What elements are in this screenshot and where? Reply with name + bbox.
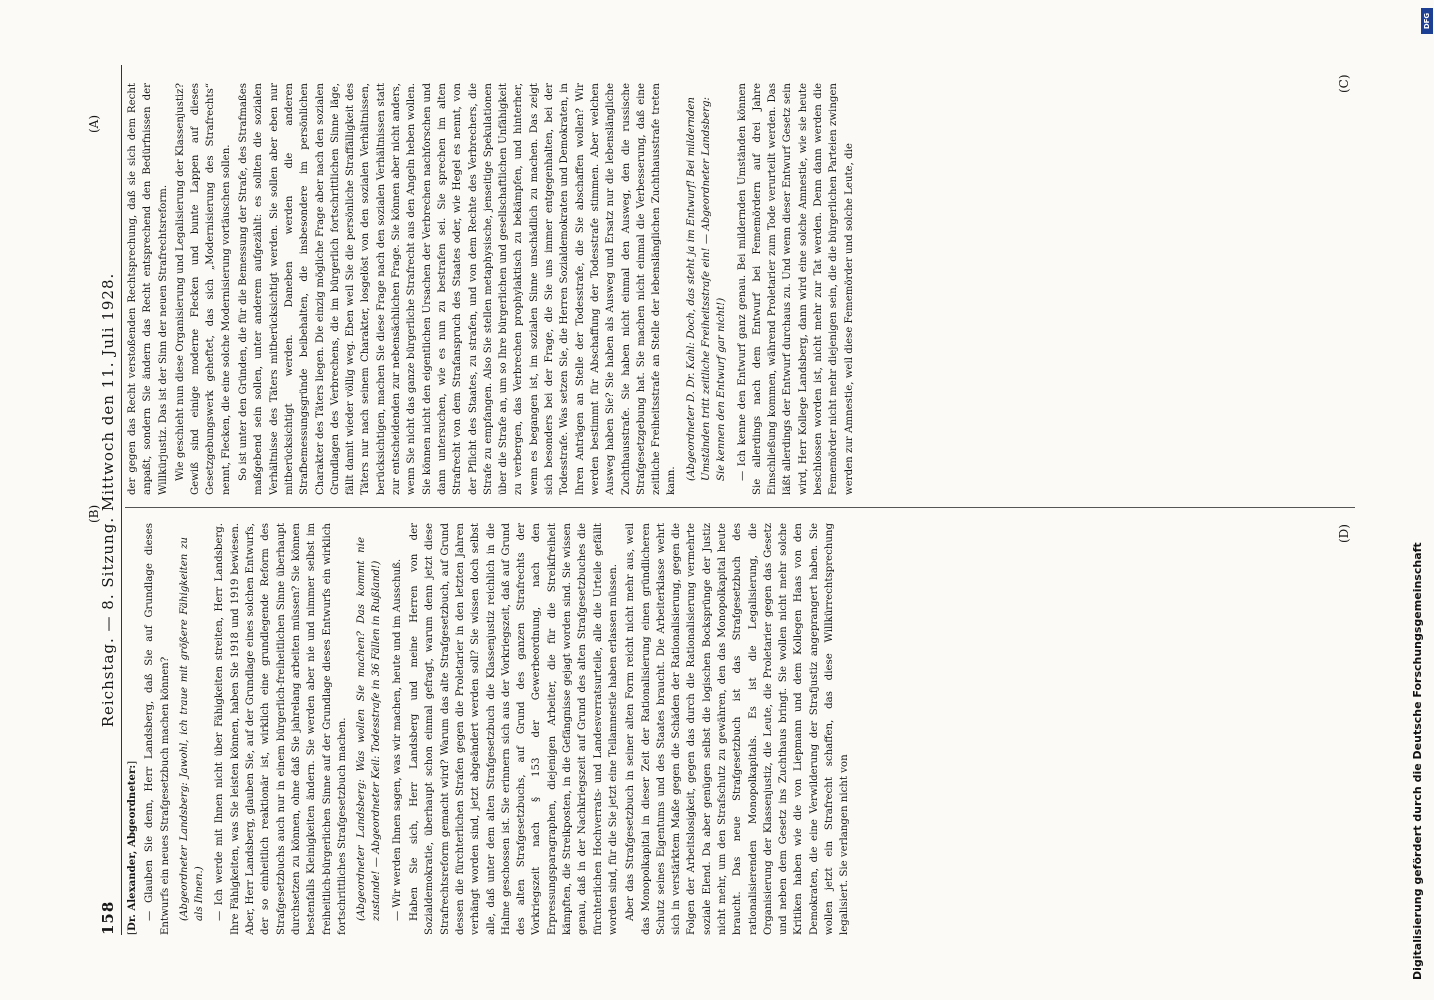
running-head: [95, 65, 122, 935]
rotated-page: [87, 65, 1355, 935]
interjection: (Abgeordneter Landsberg: Jawohl, ich traue mit größere Fähigkeiten zu als Ihnen.): [178, 537, 206, 921]
margin-marker-a: (A): [87, 114, 101, 133]
margin-marker-c: (C): [1337, 74, 1351, 93]
paragraph: Haben Sie sich, Herr Landsberg und meine Herren von der Sozialdemokratie, überhaupt schon einmal gefragt, warum denn jetzt diese Strafrechtsreform gemacht wird? Warum das alte Strafgesetzbuch, auf Grund dessen die fürchterlichen Strafen gegen die Proletarier in den letzten Jahren verhängt worden sind, jetzt abgeändert werden soll? Sie wissen doch selbst alle, daß unter dem alten Strafgesetzbuch die Klassenjustiz reichlich in die Halme geschossen ist. Sie erinnern sich aus der Vorkriegszeit, daß auf Grund des alten Strafgesetzbuchs, auf Grund des ganzen Strafrechts der Vorkriegszeit nach § 153 der Gewerbeordnung, nach den Erpressungsparagraphen, diejenigen Arbeiter, die für die Streikfreiheit kämpften, die Streikposten, in die Gefängnisse gejagt worden sind. Sie wissen genau, daß in der Nachkriegszeit auf Grund des alten Strafgesetzbuches die fürchterlichen Hochverrats- und Landesverratsurteile, alle die Urteile gefällt worden sind, für die Sie jetzt eine Teilamnestie haben erlassen müssen.: [409, 523, 619, 935]
speaker-name: Dr. Alexander, Abgeordneter:: [126, 764, 138, 932]
margin-marker-b: (B): [87, 504, 101, 523]
paragraph: — Glauben Sie denn, Herr Landsberg, daß Sie auf Grundlage dieses Entwurfs ein neues Strafgesetzbuch machen können?: [144, 523, 171, 935]
page-number: 158: [99, 900, 117, 935]
paragraph: Wie geschieht nun diese Organisierung und Legalisierung der Klassenjustiz? Gewiß sind einige moderne Flecken und bunte Lappen auf dieses Gesetzgebungswerk geheftet, das sich „Modernisierung des Strafrechts“ nennt, Flecken, die eine solche Modernisierung vortäuschen sollen.: [174, 83, 232, 495]
paragraph: — Ich werde mit Ihnen nicht über Fähigkeiten streiten, Herr Landsberg. Ihre Fähigkeiten, was Sie leisten können, haben Sie 1918 und 1919 bewiesen. Aber, Herr Landsberg, glauben Sie, auf der Grundlage eines solchen Entwurfs, der so einheitlich reaktionär ist, wirklich eine grundlegende Reform des Strafgesetzbuchs auch nur in einem bürgerlich-freiheitlichen Sinne überhaupt durchsetzen zu können, ohne daß Sie jahrelang arbeiten müssen? Sie können bestenfalls Kleinigkeiten ändern. Sie werden aber nie und nimmer selbst im freiheitlich-bürgerlichen Sinne auf der Grundlage dieses Entwurfs ein wirklich fortschrittliches Strafgesetzbuch machen.: [214, 523, 348, 935]
page-title: Reichstag. — 8. Sitzung. Mittwoch den 11. Juli 1928.: [99, 272, 117, 728]
paragraph: — Wir werden Ihnen sagen, was wir machen, heute und im Ausschuß.: [391, 558, 403, 921]
paragraph: Aber das Strafgesetzbuch in seiner alten Form reicht nicht mehr aus, weil das Monopolkapital in dieser Zeit der Rationalisierung einen gründlicheren Schutz seines Eigentums und des Staates braucht. Die Arbeiterklasse wehrt sich in verstärktem Maße gegen die Schäden der Rationalisierung, gegen die Folgen der Arbeitslosigkeit, gegen das durch die Rationalisierung vermehrte soziale Elend. Da aber genügen selbst die logischen Bocksprünge der Justiz nicht mehr, um den Strafschutz zu gewähren, den das Monopolkapital heute braucht. Das neue Strafgesetzbuch ist das Strafgesetzbuch des rationalisierenden Monopolkapitals. Es ist die Legalisierung, die Organisierung der Klassenjustiz, die Leute, die Proletarier gegen das Gesetz und neben dem Gesetz ins Zuchthaus bringt. Sie wollen nicht mehr solche Kritiken haben wie die von Liepmann und dem Kollegen Haas von den Demokraten, die eine Verwilderung der Strafjustiz angeprangert haben. Sie wollen jetzt ein Strafrecht schaffen, das diese Willkürrechtsprechung legalisiert. Sie verlangen nicht von: [625, 523, 851, 935]
speaker-label: [Dr. Alexander, Abgeordneter:]: [126, 760, 138, 935]
digitization-credit: Digitalisierung gefördert durch die Deutsche Forschungsgemeinschaft: [1411, 542, 1424, 980]
right-column: [125, 83, 1355, 495]
dfg-logo: [1421, 8, 1433, 34]
interjection: (Abgeordneter D. Dr. Kahl: Doch, das steht ja im Entwurf! Bei mildernden Umständen tritt zeitliche Freiheitsstrafe ein! — Abgeordneter Landsberg: Sie kennen den Entwurf gar nicht!): [685, 97, 728, 481]
left-column: [125, 523, 1355, 935]
interjection: (Abgeordneter Landsberg: Was wollen Sie machen? Das kommt nie zustande! — Abgeordneter Keil: Todesstrafe in 36 Fällen in Rußland!): [356, 537, 383, 921]
margin-marker-d: (D): [1337, 524, 1351, 543]
dfg-logo-text: DFG: [1423, 12, 1431, 30]
column-divider: [125, 507, 1355, 508]
paragraph: der gegen das Recht verstoßenden Rechtsprechung, daß sie sich dem Recht anpaßt, sondern Sie ändern das Recht entsprechend den Bedürfnissen der Willkürjustiz. Das ist der Sinn der neuen Strafrechtsreform.: [127, 83, 169, 495]
paragraph: — Ich kenne den Entwurf ganz genau. Bei mildernden Umständen können Sie allerdings nach dem Entwurf bei Fememördern auf drei Jahre Einschließung kommen, während Proletarier zum Tode verurteilt werden. Das läßt allerdings der Entwurf durchaus zu. Und wenn dieser Entwurf Gesetz sein wird, Herr Kollege Landsberg, dann wird eine solche Amnestie, wie sie heute beschlossen worden ist, nicht mehr zur Tat werden. Denn dann werden die Fememörder nicht mehr diejenigen sein, die die bürgerlichen Parteien zwingen werden zur Amnestie, weil diese Fememörder und solche Leute, die: [736, 83, 855, 495]
paragraph: So ist unter den Gründen, die für die Bemessung der Strafe, des Strafmaßes maßgebend sein sollen, unter anderem aufgezählt: es sollten die sozialen Verhältnisse des Täters mitberücksichtigt werden. Sie sollen aber eben nur mitberücksichtigt werden. Daneben werden die anderen Strafbemessungsgründe beibehalten, die insbesondere im persönlichen Charakter des Täters liegen. Die einzig mögliche Frage aber nach den sozialen Grundlagen des Verbrechens, die im bürgerlich fortschrittlichen Sinne läge, fällt damit wieder völlig weg. Eben weil Sie die persönliche Straffälligkeit des Täters nur nach seinem Charakter, losgelöst von den sozialen Verhältnissen, berücksichtigen, machen Sie diese Frage nach den sozialen Verhältnissen statt zur entscheidenden zur nebensächlichen Frage. Sie können aber nicht anders, wenn Sie nicht das ganze bürgerliche Strafrecht aus den Angeln heben wollen. Sie können nicht den eigentlichen Ursachen der Verbrechen nachforschen und dann untersuchen, wie es nun zu bestrafen sei. Sie sprechen im alten Strafrecht von dem Strafanspruch des Staates oder, wie Hegel es nennt, von der Pflicht des Staates, zu strafen, und von dem Rechte des Verbrechers, die Strafe zu empfangen. Also Sie stellen metaphysische, jenseitige Spekulationen über die Strafe an, um so Ihre bürgerlichen und gesellschaftlichen Unfähigkeit zu verbergen, das Verbrechen prophylaktisch zu bekämpfen, und hinterher, wenn es begangen ist, im sozialen Sinne unschädlich zu machen. Das zeigt sich besonders bei der Frage, die Sie uns immer entgegenhalten, bei der Todesstrafe. Was setzen Sie, die Herren Sozialdemokraten und Demokraten, in Ihren Anträgen an Stelle der Todesstrafe, die Sie abschaffen wollen? Wir werden bestimmt für Abschaffung der Todesstrafe stimmen. Aber welchen Ausweg haben Sie? Sie haben als Ausweg und Ersatz nur die lebenslängliche Zuchthausstrafe. Sie haben nicht einmal den Ausweg, den die russische Strafgesetzgebung hat. Sie machen nicht einmal die Verbesserung, daß eine zeitliche Freiheitsstrafe an Stelle der lebenslänglichen Zuchthausstrafe treten kann.: [238, 83, 678, 495]
